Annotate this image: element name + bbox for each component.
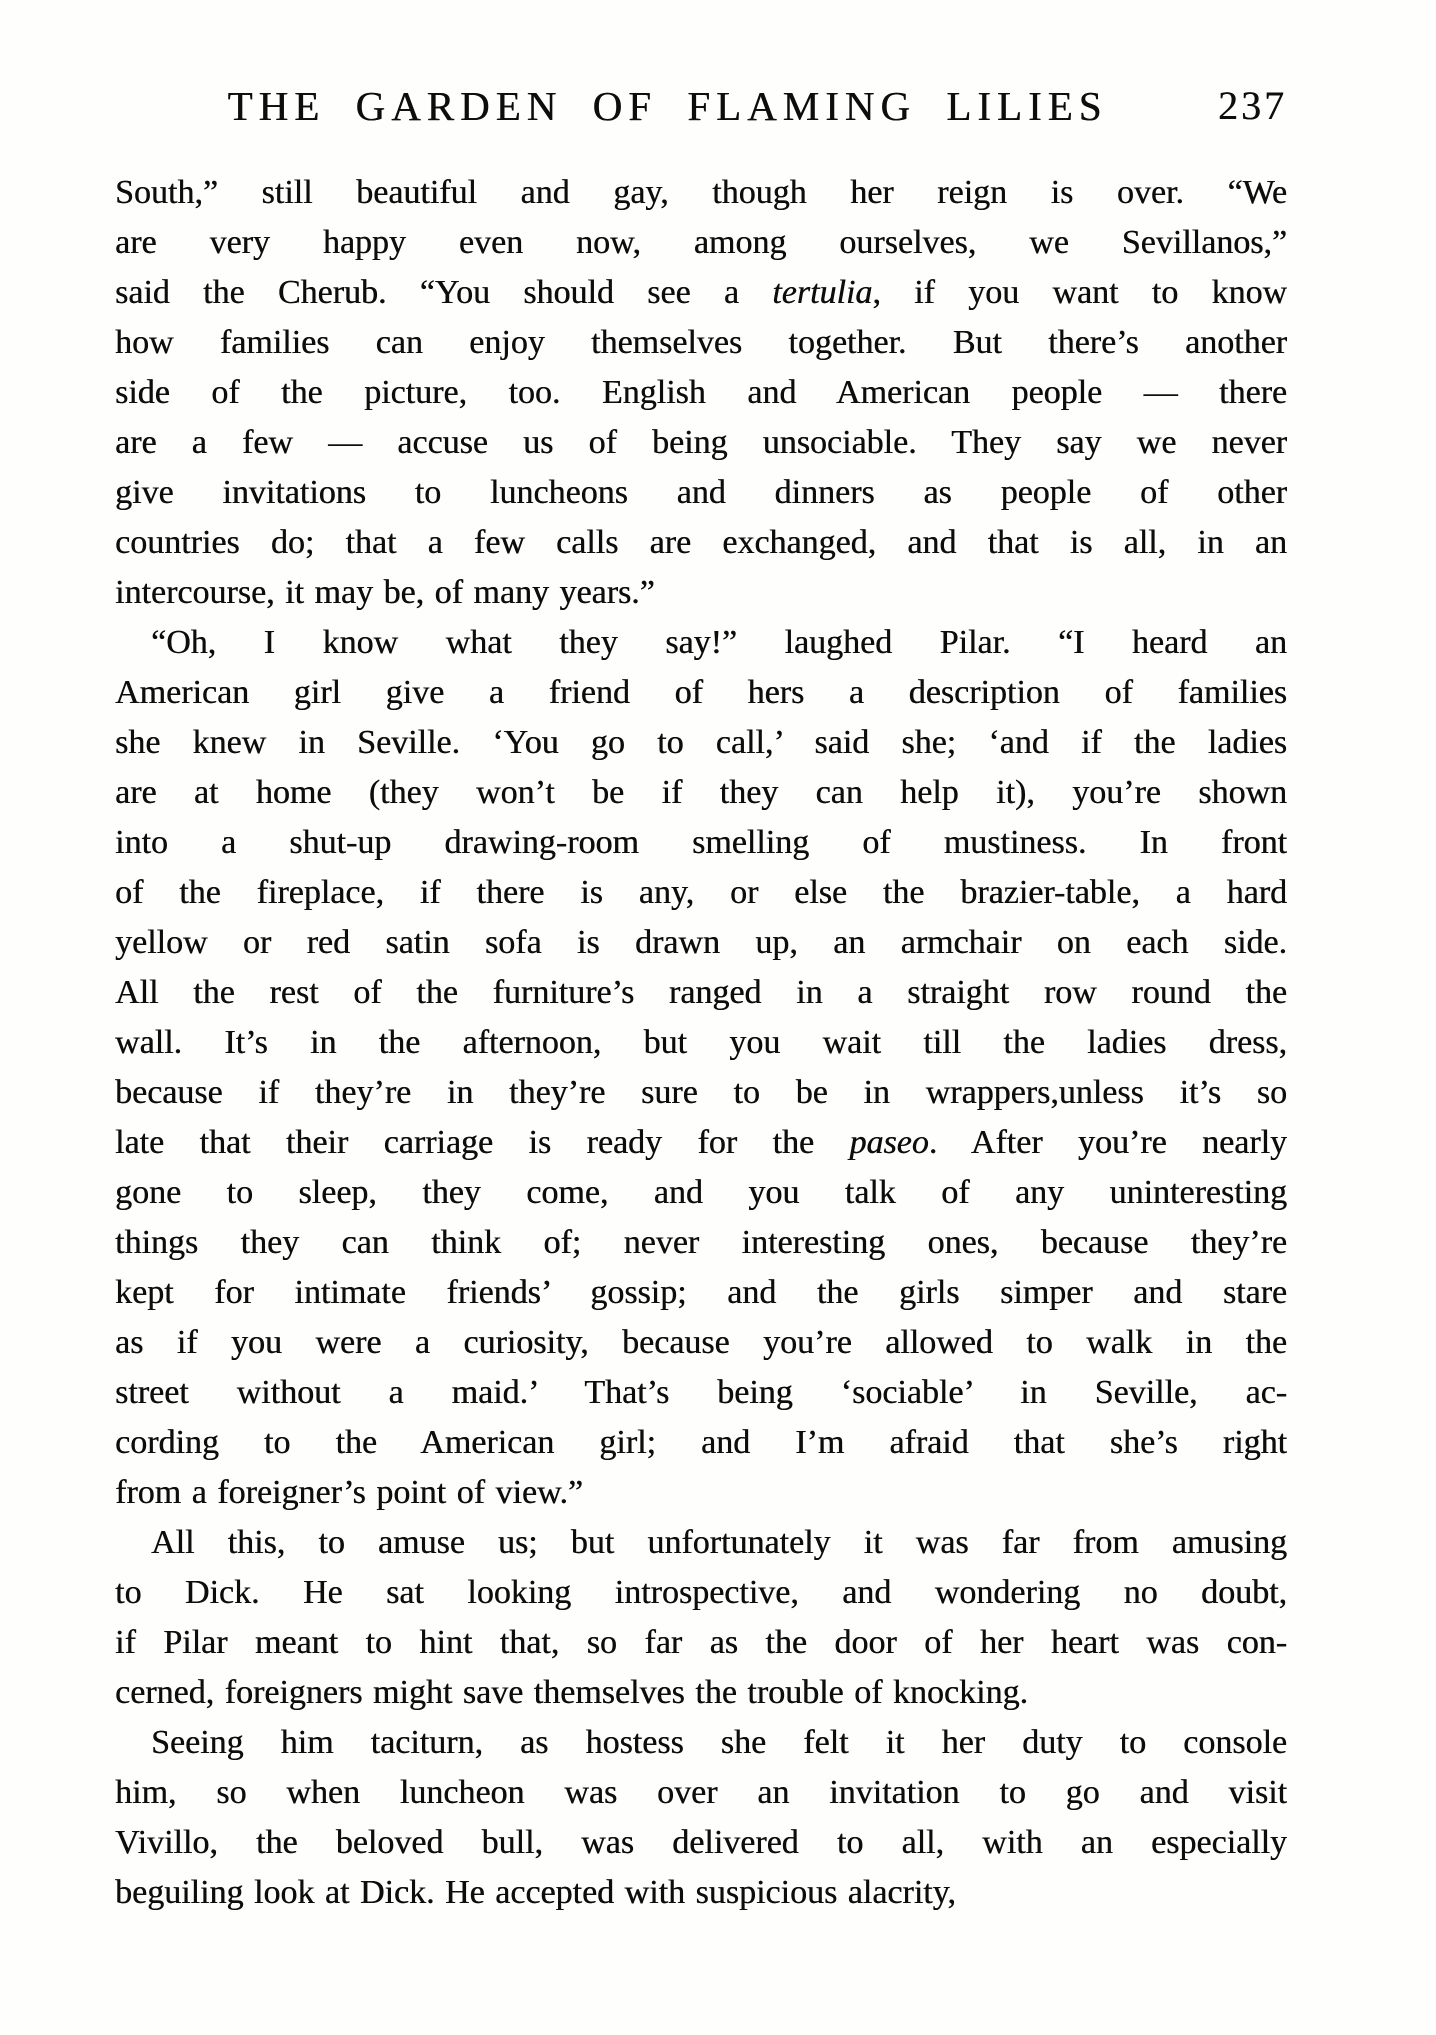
body-text <box>115 168 1287 1918</box>
text-line: are very happy even now, among ourselves, we Sevillanos,” <box>115 224 1287 261</box>
text-line: cording to the American girl; and I’m afraid that she’s right <box>115 1424 1287 1461</box>
text-line: Seeing him taciturn, as hostess she felt it her duty to console <box>151 1724 1287 1761</box>
text-line: because if they’re in they’re sure to be in wrappers,unless it’s so <box>115 1074 1287 1111</box>
paragraph <box>115 168 1287 618</box>
text-line: South,” still beautiful and gay, though her reign is over. “We <box>115 174 1287 211</box>
text-line: him, so when luncheon was over an invitation to go and visit <box>115 1774 1287 1811</box>
text-line: street without a maid.’ That’s being ‘sociable’ in Seville, ac- <box>115 1374 1287 1411</box>
text-line: All this, to amuse us; but unfortunately it was far from amusing <box>151 1524 1287 1561</box>
text-line: of the fireplace, if there is any, or else the brazier-table, a hard <box>115 874 1287 911</box>
text-line: cerned, foreigners might save themselves the trouble of knocking. <box>115 1674 1028 1711</box>
text-line: Vivillo, the beloved bull, was delivered to all, with an especially <box>115 1824 1287 1861</box>
text-line: as if you were a curiosity, because you’re allowed to walk in the <box>115 1324 1287 1361</box>
text-line: she knew in Seville. ‘You go to call,’ said she; ‘and if the ladies <box>115 724 1287 761</box>
text-line: gone to sleep, they come, and you talk of any uninteresting <box>115 1174 1287 1211</box>
text-line: are a few — accuse us of being unsociable. They say we never <box>115 424 1287 461</box>
text-line: things they can think of; never interesting ones, because they’re <box>115 1224 1287 1261</box>
text-line: yellow or red satin sofa is drawn up, an armchair on each side. <box>115 924 1287 961</box>
text-line: from a foreigner’s point of view.” <box>115 1474 583 1511</box>
paragraph <box>115 1518 1287 1718</box>
text-line: late that their carriage is ready for the paseo. After you’re nearly <box>115 1124 1287 1161</box>
text-line: how families can enjoy themselves together. But there’s another <box>115 324 1287 361</box>
text-line: are at home (they won’t be if they can help it), you’re shown <box>115 774 1287 811</box>
text-line: beguiling look at Dick. He accepted with suspicious alacrity, <box>115 1874 956 1911</box>
text-line: wall. It’s in the afternoon, but you wait till the ladies dress, <box>115 1024 1287 1061</box>
page-number: 237 <box>1218 83 1287 128</box>
paragraph <box>115 1718 1287 1918</box>
text-line: if Pilar meant to hint that, so far as the door of her heart was con- <box>115 1624 1287 1661</box>
text-line: to Dick. He sat looking introspective, and wondering no doubt, <box>115 1574 1287 1611</box>
text-line: side of the picture, too. English and American people — there <box>115 374 1287 411</box>
text-line: “Oh, I know what they say!” laughed Pilar. “I heard an <box>151 624 1287 661</box>
text-line: countries do; that a few calls are exchanged, and that is all, in an <box>115 524 1287 561</box>
text-line: American girl give a friend of hers a description of families <box>115 674 1287 711</box>
text-line: give invitations to luncheons and dinners as people of other <box>115 474 1287 511</box>
text-line: All the rest of the furniture’s ranged in a straight row round the <box>115 974 1287 1011</box>
running-title: THE GARDEN OF FLAMING LILIES <box>227 83 1108 129</box>
text-line: intercourse, it may be, of many years.” <box>115 574 655 611</box>
text-line: said the Cherub. “You should see a tertulia, if you want to know <box>115 274 1287 311</box>
text-line: kept for intimate friends’ gossip; and the girls simper and stare <box>115 1274 1287 1311</box>
paragraph <box>115 618 1287 1518</box>
text-line: into a shut-up drawing-room smelling of mustiness. In front <box>115 824 1287 861</box>
